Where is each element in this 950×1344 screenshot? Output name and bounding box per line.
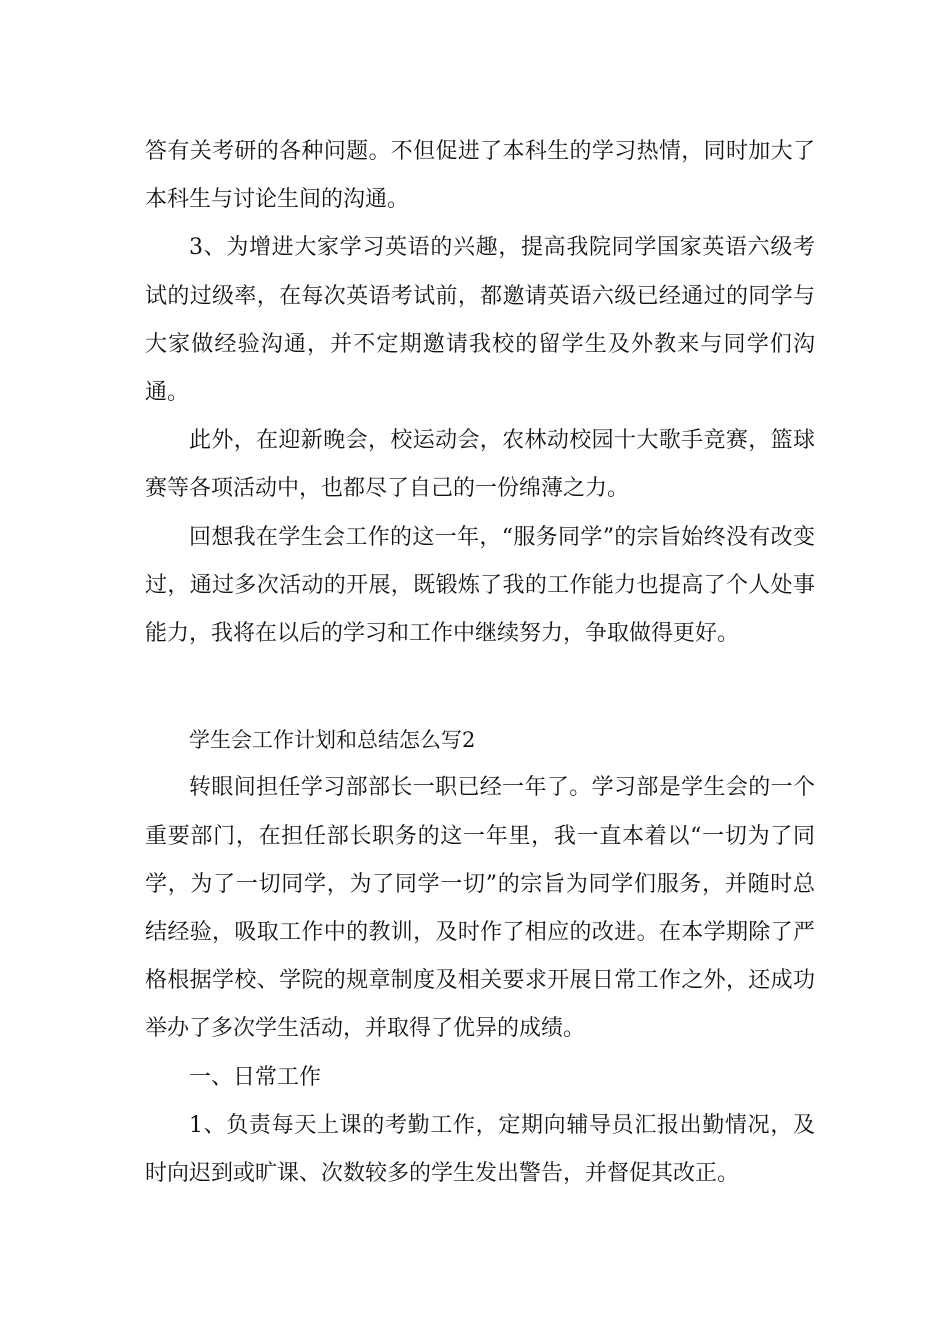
document-body — [145, 128, 815, 1198]
paragraph-reflection: 回想我在学生会工作的这一年，“服务同学”的宗旨始终没有改变过，通过多次活动的开展，既锻炼了我的工作能力也提高了个人处事能力，我将在以后的学习和工作中继续努力，争取做得更好。 — [145, 524, 815, 647]
paragraph-other-activities: 此外，在迎新晚会，校运动会，农林动校园十大歌手竞赛，篮球赛等各项活动中，也都尽了自己的一份绵薄之力。 — [145, 428, 815, 502]
paragraph-intro: 转眼间担任学习部部长一职已经一年了。学习部是学生会的一个重要部门，在担任部长职务的这一年里，我一直本着以“一切为了同学，为了一切同学，为了同学一切”的宗旨为同学们服务，并随时总结经验，吸取工作中的教训，及时作了相应的改进。在本学期除了严格根据学校、学院的规章制度及相关要求开展日常工作之外，还成功举办了多次学生活动，并取得了优异的成绩。 — [145, 775, 815, 1042]
section-gap — [145, 658, 815, 716]
paragraph-item-3: 3、为增进大家学习英语的兴趣，提高我院同学国家英语六级考试的过级率，在每次英语考试前，都邀请英语六级已经通过的同学与大家做经验沟通，并不定期邀请我校的留学生及外教来与同学们沟通。 — [145, 235, 815, 406]
section-title: 学生会工作计划和总结怎么写2 — [189, 728, 476, 753]
paragraph-attendance: 1、负责每天上课的考勤工作，定期向辅导员汇报出勤情况，及时向迟到或旷课、次数较多的学生发出警告，并督促其改正。 — [145, 1112, 815, 1187]
paragraph-continuation: 答有关考研的各种问题。不但促进了本科生的学习热情，同时加大了本科生与讨论生间的沟通。 — [145, 139, 815, 213]
subheading-daily-work: 一、日常工作 — [189, 1064, 322, 1090]
